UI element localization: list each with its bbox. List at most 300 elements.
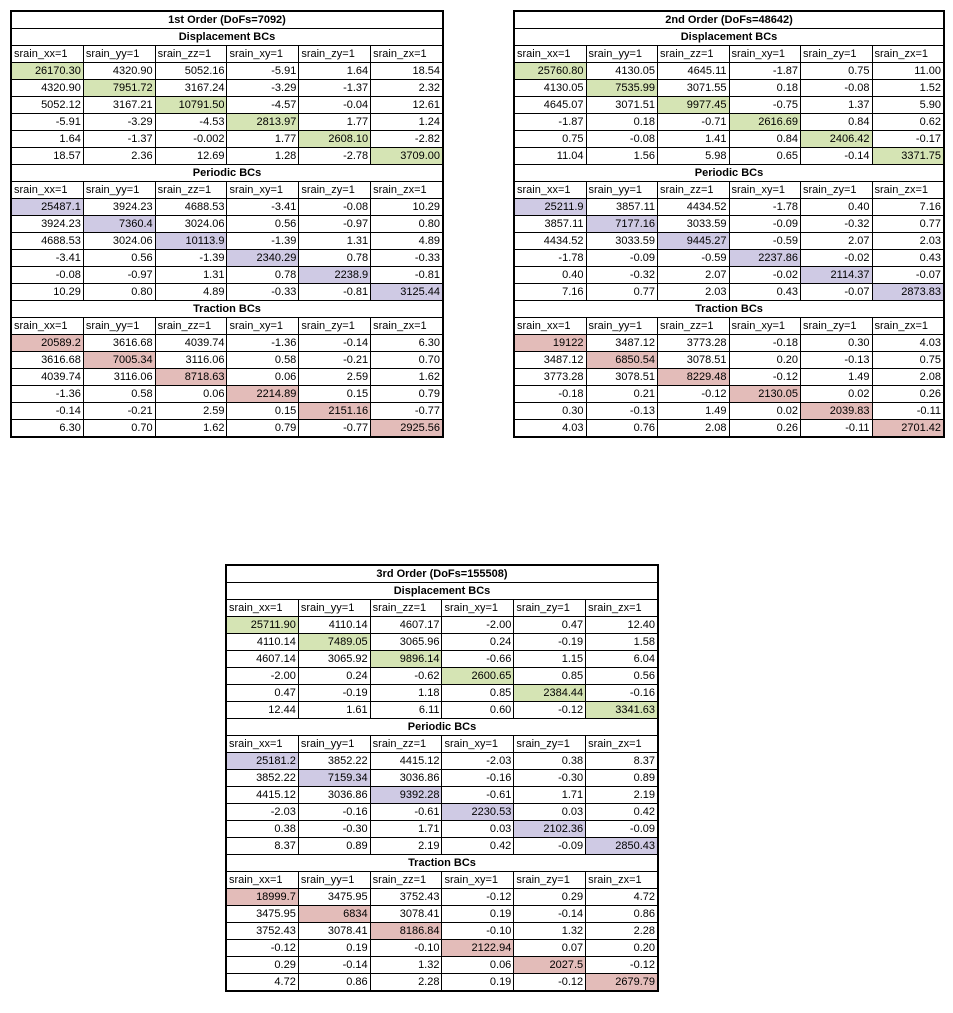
table-cell: 0.18 bbox=[729, 80, 801, 97]
table-cell: -0.07 bbox=[801, 284, 873, 301]
table-cell: -1.39 bbox=[155, 250, 227, 267]
table-cell: 4.89 bbox=[155, 284, 227, 301]
column-header: srain_zz=1 bbox=[658, 182, 730, 199]
table-cell: 0.86 bbox=[298, 974, 370, 991]
table-cell: -0.16 bbox=[586, 685, 658, 702]
panel-1st-order bbox=[10, 10, 444, 438]
table-cell: -0.10 bbox=[442, 923, 514, 940]
table-cell: -0.30 bbox=[298, 821, 370, 838]
column-header: srain_yy=1 bbox=[586, 46, 658, 63]
table-cell: 4320.90 bbox=[12, 80, 84, 97]
diagonal-cell: 8186.84 bbox=[370, 923, 442, 940]
table-cell: 4130.05 bbox=[515, 80, 587, 97]
table-cell: -2.03 bbox=[227, 804, 299, 821]
table-row bbox=[515, 369, 944, 386]
table-cell: 0.84 bbox=[801, 114, 873, 131]
table-cell: 3487.12 bbox=[515, 352, 587, 369]
table-cell: -3.41 bbox=[227, 199, 299, 216]
table-cell: 0.40 bbox=[515, 267, 587, 284]
table-row bbox=[515, 284, 944, 301]
column-header: srain_zx=1 bbox=[872, 182, 944, 199]
table-cell: 0.79 bbox=[371, 386, 443, 403]
table-cell: 4434.52 bbox=[658, 199, 730, 216]
diagonal-cell: 25211.9 bbox=[515, 199, 587, 216]
table-cell: 0.70 bbox=[83, 420, 155, 437]
table-row bbox=[227, 821, 658, 838]
table-cell: 3924.23 bbox=[12, 216, 84, 233]
table-cell: 0.15 bbox=[227, 403, 299, 420]
table-cell: 6.11 bbox=[370, 702, 442, 719]
table-row bbox=[12, 250, 443, 267]
table-cell: 2.03 bbox=[658, 284, 730, 301]
section-title: Displacement BCs bbox=[12, 29, 443, 46]
table-row bbox=[227, 804, 658, 821]
table-cell: 0.06 bbox=[442, 957, 514, 974]
table-cell: -0.30 bbox=[514, 770, 586, 787]
table-cell: -0.002 bbox=[155, 131, 227, 148]
table-row bbox=[12, 369, 443, 386]
table-cell: 3773.28 bbox=[515, 369, 587, 386]
table-cell: 4607.14 bbox=[227, 651, 299, 668]
table-cell: 4110.14 bbox=[227, 634, 299, 651]
table-row bbox=[12, 335, 443, 352]
table-row bbox=[515, 199, 944, 216]
table-cell: 4.72 bbox=[227, 974, 299, 991]
diagonal-cell: 2406.42 bbox=[801, 131, 873, 148]
table-row bbox=[515, 420, 944, 437]
table-cell: 0.24 bbox=[442, 634, 514, 651]
column-header: srain_zx=1 bbox=[371, 318, 443, 335]
diagonal-cell: 18999.7 bbox=[227, 889, 299, 906]
diagonal-cell: 7005.34 bbox=[83, 352, 155, 369]
table-cell: -1.87 bbox=[515, 114, 587, 131]
table-row bbox=[515, 386, 944, 403]
table-cell: -0.08 bbox=[586, 131, 658, 148]
section-title: Periodic BCs bbox=[515, 165, 944, 182]
diagonal-cell: 2616.69 bbox=[729, 114, 801, 131]
table-row bbox=[12, 97, 443, 114]
diagonal-cell: 2813.97 bbox=[227, 114, 299, 131]
table-row bbox=[515, 403, 944, 420]
column-header: srain_zz=1 bbox=[370, 736, 442, 753]
table-cell: 0.43 bbox=[872, 250, 944, 267]
table-cell: -0.13 bbox=[801, 352, 873, 369]
table-row bbox=[12, 267, 443, 284]
column-header: srain_xx=1 bbox=[12, 46, 84, 63]
diagonal-cell: 8718.63 bbox=[155, 369, 227, 386]
table-cell: 1.31 bbox=[155, 267, 227, 284]
diagonal-cell: 6850.54 bbox=[586, 352, 658, 369]
column-header: srain_zy=1 bbox=[514, 736, 586, 753]
table-cell: -0.81 bbox=[371, 267, 443, 284]
table-cell: -0.18 bbox=[729, 335, 801, 352]
diagonal-cell: 9445.27 bbox=[658, 233, 730, 250]
table-cell: 0.79 bbox=[227, 420, 299, 437]
table-row bbox=[12, 386, 443, 403]
table-row bbox=[227, 634, 658, 651]
column-header: srain_zy=1 bbox=[299, 318, 371, 335]
table-cell: 1.18 bbox=[370, 685, 442, 702]
table-cell: 4039.74 bbox=[155, 335, 227, 352]
column-header: srain_yy=1 bbox=[83, 182, 155, 199]
table-cell: -0.04 bbox=[299, 97, 371, 114]
table-cell: 4415.12 bbox=[227, 787, 299, 804]
table-cell: -2.00 bbox=[442, 617, 514, 634]
table-cell: 0.78 bbox=[227, 267, 299, 284]
diagonal-cell: 20589.2 bbox=[12, 335, 84, 352]
table-cell: -0.10 bbox=[370, 940, 442, 957]
diagonal-cell: 7177.16 bbox=[586, 216, 658, 233]
section-title: Traction BCs bbox=[12, 301, 443, 318]
diagonal-cell: 7489.05 bbox=[298, 634, 370, 651]
table-cell: 4434.52 bbox=[515, 233, 587, 250]
diagonal-cell: 2027.5 bbox=[514, 957, 586, 974]
table-row bbox=[12, 420, 443, 437]
table-cell: 2.59 bbox=[155, 403, 227, 420]
table-cell: 1.28 bbox=[227, 148, 299, 165]
table-cell: -2.78 bbox=[299, 148, 371, 165]
column-header: srain_yy=1 bbox=[298, 872, 370, 889]
table-cell: 1.62 bbox=[371, 369, 443, 386]
table-cell: 3852.22 bbox=[298, 753, 370, 770]
table-cell: -0.12 bbox=[514, 974, 586, 991]
table-cell: -0.97 bbox=[299, 216, 371, 233]
table-cell: 0.85 bbox=[442, 685, 514, 702]
table-cell: 0.56 bbox=[83, 250, 155, 267]
table-cell: -0.19 bbox=[514, 634, 586, 651]
table-cell: 3852.22 bbox=[227, 770, 299, 787]
table-cell: 0.38 bbox=[514, 753, 586, 770]
table-cell: 0.42 bbox=[442, 838, 514, 855]
table-cell: 1.31 bbox=[299, 233, 371, 250]
table-cell: 1.56 bbox=[586, 148, 658, 165]
table-row bbox=[12, 216, 443, 233]
column-header: srain_zx=1 bbox=[586, 736, 658, 753]
table-cell: 7.16 bbox=[515, 284, 587, 301]
column-header: srain_xx=1 bbox=[515, 182, 587, 199]
table-cell: 2.59 bbox=[299, 369, 371, 386]
table-cell: 12.44 bbox=[227, 702, 299, 719]
header-row bbox=[227, 736, 658, 753]
table-cell: 0.21 bbox=[586, 386, 658, 403]
table-cell: 4415.12 bbox=[370, 753, 442, 770]
table-cell: 1.52 bbox=[872, 80, 944, 97]
table-cell: 4688.53 bbox=[12, 233, 84, 250]
table-cell: 3078.41 bbox=[298, 923, 370, 940]
table-cell: 3487.12 bbox=[586, 335, 658, 352]
table-cell: -1.37 bbox=[299, 80, 371, 97]
table-cell: 0.03 bbox=[514, 804, 586, 821]
table-row bbox=[515, 352, 944, 369]
table-cell: -0.14 bbox=[298, 957, 370, 974]
table-cell: 3924.23 bbox=[83, 199, 155, 216]
table-cell: 0.29 bbox=[227, 957, 299, 974]
diagonal-cell: 2701.42 bbox=[872, 420, 944, 437]
table-cell: 4.72 bbox=[586, 889, 658, 906]
header-row bbox=[227, 872, 658, 889]
table-cell: 4688.53 bbox=[155, 199, 227, 216]
panel-2nd-order bbox=[513, 10, 945, 438]
table-cell: 0.06 bbox=[227, 369, 299, 386]
section-title: Traction BCs bbox=[515, 301, 944, 318]
diagonal-cell: 3709.00 bbox=[371, 148, 443, 165]
table-cell: -0.09 bbox=[586, 250, 658, 267]
table-cell: -0.59 bbox=[729, 233, 801, 250]
table-row bbox=[227, 957, 658, 974]
table-cell: -1.37 bbox=[83, 131, 155, 148]
header-row bbox=[227, 600, 658, 617]
table-cell: 3036.86 bbox=[298, 787, 370, 804]
column-header: srain_zy=1 bbox=[514, 872, 586, 889]
table-row bbox=[227, 651, 658, 668]
column-header: srain_xx=1 bbox=[227, 736, 299, 753]
panel-3rd-order bbox=[225, 564, 659, 992]
table-cell: 0.75 bbox=[801, 63, 873, 80]
table-row bbox=[12, 199, 443, 216]
diagonal-cell: 9977.45 bbox=[658, 97, 730, 114]
table-cell: 12.69 bbox=[155, 148, 227, 165]
table-cell: 2.08 bbox=[872, 369, 944, 386]
table-cell: 3078.51 bbox=[586, 369, 658, 386]
table-cell: 0.77 bbox=[586, 284, 658, 301]
table-cell: 0.85 bbox=[514, 668, 586, 685]
column-header: srain_zy=1 bbox=[299, 182, 371, 199]
table-cell: 0.26 bbox=[872, 386, 944, 403]
table-cell: 1.61 bbox=[298, 702, 370, 719]
diagonal-cell: 2214.89 bbox=[227, 386, 299, 403]
table-cell: -0.21 bbox=[83, 403, 155, 420]
table-cell: 0.24 bbox=[298, 668, 370, 685]
column-header: srain_zz=1 bbox=[658, 318, 730, 335]
diagonal-cell: 2238.9 bbox=[299, 267, 371, 284]
table-cell: 3036.86 bbox=[370, 770, 442, 787]
column-header: srain_zz=1 bbox=[155, 182, 227, 199]
table-cell: 5.90 bbox=[872, 97, 944, 114]
table-cell: -0.77 bbox=[299, 420, 371, 437]
table-cell: -0.11 bbox=[872, 403, 944, 420]
column-header: srain_xy=1 bbox=[442, 736, 514, 753]
table-cell: 5.98 bbox=[658, 148, 730, 165]
diagonal-cell: 2102.36 bbox=[514, 821, 586, 838]
table-cell: 2.07 bbox=[658, 267, 730, 284]
column-header: srain_xy=1 bbox=[227, 46, 299, 63]
diagonal-cell: 2608.10 bbox=[299, 131, 371, 148]
column-header: srain_yy=1 bbox=[83, 46, 155, 63]
table-cell: 2.28 bbox=[370, 974, 442, 991]
table-cell: -0.09 bbox=[586, 821, 658, 838]
column-header: srain_xy=1 bbox=[227, 182, 299, 199]
table-cell: 3078.51 bbox=[658, 352, 730, 369]
diagonal-cell: 25181.2 bbox=[227, 753, 299, 770]
table-cell: -0.16 bbox=[442, 770, 514, 787]
header-row bbox=[515, 318, 944, 335]
column-header: srain_zx=1 bbox=[586, 872, 658, 889]
table-cell: 1.64 bbox=[299, 63, 371, 80]
table-row bbox=[515, 97, 944, 114]
table-cell: 4645.07 bbox=[515, 97, 587, 114]
column-header: srain_zx=1 bbox=[371, 46, 443, 63]
table-cell: 3116.06 bbox=[83, 369, 155, 386]
table-cell: 5052.12 bbox=[12, 97, 84, 114]
column-header: srain_xx=1 bbox=[227, 600, 299, 617]
table-cell: 0.26 bbox=[729, 420, 801, 437]
table-cell: -0.08 bbox=[299, 199, 371, 216]
table-cell: -0.66 bbox=[442, 651, 514, 668]
table-cell: 10.29 bbox=[12, 284, 84, 301]
table-cell: 0.06 bbox=[155, 386, 227, 403]
diagonal-cell: 19122 bbox=[515, 335, 587, 352]
table-row bbox=[515, 114, 944, 131]
table-cell: 3033.59 bbox=[586, 233, 658, 250]
stiffness-table bbox=[11, 11, 443, 437]
table-cell: 6.04 bbox=[586, 651, 658, 668]
column-header: srain_zy=1 bbox=[299, 46, 371, 63]
column-header: srain_zx=1 bbox=[872, 46, 944, 63]
diagonal-cell: 2850.43 bbox=[586, 838, 658, 855]
table-cell: 1.37 bbox=[801, 97, 873, 114]
table-cell: -1.36 bbox=[227, 335, 299, 352]
table-cell: -1.39 bbox=[227, 233, 299, 250]
table-cell: -1.78 bbox=[729, 199, 801, 216]
section-title: Periodic BCs bbox=[12, 165, 443, 182]
table-cell: -0.75 bbox=[729, 97, 801, 114]
column-header: srain_xx=1 bbox=[227, 872, 299, 889]
column-header: srain_zx=1 bbox=[586, 600, 658, 617]
table-cell: -0.09 bbox=[729, 216, 801, 233]
column-header: srain_xx=1 bbox=[12, 182, 84, 199]
table-cell: 0.02 bbox=[801, 386, 873, 403]
table-cell: 1.32 bbox=[370, 957, 442, 974]
table-cell: -0.12 bbox=[442, 889, 514, 906]
table-cell: 0.15 bbox=[299, 386, 371, 403]
column-header: srain_yy=1 bbox=[586, 318, 658, 335]
table-cell: 2.03 bbox=[872, 233, 944, 250]
table-cell: 0.19 bbox=[298, 940, 370, 957]
table-row bbox=[12, 148, 443, 165]
table-cell: 1.41 bbox=[658, 131, 730, 148]
table-cell: 3773.28 bbox=[658, 335, 730, 352]
table-cell: 0.78 bbox=[299, 250, 371, 267]
diagonal-cell: 2114.37 bbox=[801, 267, 873, 284]
table-cell: 0.47 bbox=[227, 685, 299, 702]
table-cell: 0.65 bbox=[729, 148, 801, 165]
column-header: srain_yy=1 bbox=[298, 600, 370, 617]
diagonal-cell: 2873.83 bbox=[872, 284, 944, 301]
table-row bbox=[227, 940, 658, 957]
table-cell: 8.37 bbox=[227, 838, 299, 855]
diagonal-cell: 3371.75 bbox=[872, 148, 944, 165]
table-row bbox=[227, 668, 658, 685]
table-cell: 3024.06 bbox=[83, 233, 155, 250]
table-cell: 0.62 bbox=[872, 114, 944, 131]
diagonal-cell: 2039.83 bbox=[801, 403, 873, 420]
table-cell: -2.00 bbox=[227, 668, 299, 685]
table-row bbox=[227, 787, 658, 804]
table-cell: -0.77 bbox=[371, 403, 443, 420]
table-cell: 3475.95 bbox=[298, 889, 370, 906]
diagonal-cell: 2151.16 bbox=[299, 403, 371, 420]
table-row bbox=[515, 131, 944, 148]
diagonal-cell: 2130.05 bbox=[729, 386, 801, 403]
table-cell: 4.89 bbox=[371, 233, 443, 250]
table-cell: -0.14 bbox=[12, 403, 84, 420]
table-row bbox=[227, 889, 658, 906]
table-cell: 1.64 bbox=[12, 131, 84, 148]
column-header: srain_xy=1 bbox=[729, 182, 801, 199]
table-cell: 3167.21 bbox=[83, 97, 155, 114]
table-cell: 1.77 bbox=[227, 131, 299, 148]
table-cell: 0.42 bbox=[586, 804, 658, 821]
diagonal-cell: 2679.79 bbox=[586, 974, 658, 991]
table-cell: 0.86 bbox=[586, 906, 658, 923]
table-cell: 3024.06 bbox=[155, 216, 227, 233]
table-cell: -0.17 bbox=[872, 131, 944, 148]
table-row bbox=[515, 267, 944, 284]
table-cell: 3475.95 bbox=[227, 906, 299, 923]
table-cell: -0.14 bbox=[514, 906, 586, 923]
table-cell: 3033.59 bbox=[658, 216, 730, 233]
table-cell: 0.07 bbox=[514, 940, 586, 957]
table-cell: 0.80 bbox=[371, 216, 443, 233]
table-cell: -0.61 bbox=[370, 804, 442, 821]
table-row bbox=[227, 906, 658, 923]
table-cell: 7.16 bbox=[872, 199, 944, 216]
header-row bbox=[515, 46, 944, 63]
table-cell: -5.91 bbox=[227, 63, 299, 80]
table-cell: -5.91 bbox=[12, 114, 84, 131]
table-cell: -0.13 bbox=[586, 403, 658, 420]
column-header: srain_xy=1 bbox=[442, 872, 514, 889]
table-cell: -3.29 bbox=[83, 114, 155, 131]
table-cell: 2.19 bbox=[586, 787, 658, 804]
column-header: srain_xx=1 bbox=[515, 46, 587, 63]
table-cell: -0.02 bbox=[801, 250, 873, 267]
table-cell: -0.33 bbox=[371, 250, 443, 267]
table-cell: -0.14 bbox=[801, 148, 873, 165]
column-header: srain_yy=1 bbox=[83, 318, 155, 335]
table-cell: -0.09 bbox=[514, 838, 586, 855]
table-row bbox=[12, 80, 443, 97]
table-cell: -0.97 bbox=[83, 267, 155, 284]
table-cell: -1.78 bbox=[515, 250, 587, 267]
table-cell: 0.03 bbox=[442, 821, 514, 838]
diagonal-cell: 2340.29 bbox=[227, 250, 299, 267]
column-header: srain_xx=1 bbox=[12, 318, 84, 335]
diagonal-cell: 7535.99 bbox=[586, 80, 658, 97]
table-cell: 0.75 bbox=[872, 352, 944, 369]
panel-title: 3rd Order (DoFs=155508) bbox=[227, 566, 658, 583]
table-row bbox=[227, 974, 658, 991]
table-cell: 0.89 bbox=[586, 770, 658, 787]
diagonal-cell: 25760.80 bbox=[515, 63, 587, 80]
column-header: srain_zz=1 bbox=[155, 46, 227, 63]
table-cell: 11.00 bbox=[872, 63, 944, 80]
table-cell: 0.38 bbox=[227, 821, 299, 838]
diagonal-cell: 8229.48 bbox=[658, 369, 730, 386]
table-cell: -4.53 bbox=[155, 114, 227, 131]
table-cell: 0.20 bbox=[586, 940, 658, 957]
section-title: Displacement BCs bbox=[515, 29, 944, 46]
diagonal-cell: 25711.90 bbox=[227, 617, 299, 634]
diagonal-cell: 7951.72 bbox=[83, 80, 155, 97]
table-cell: 0.58 bbox=[227, 352, 299, 369]
table-cell: -1.36 bbox=[12, 386, 84, 403]
table-cell: 3116.06 bbox=[155, 352, 227, 369]
table-cell: 0.29 bbox=[514, 889, 586, 906]
diagonal-cell: 2600.65 bbox=[442, 668, 514, 685]
table-cell: 3857.11 bbox=[515, 216, 587, 233]
diagonal-cell: 7159.34 bbox=[298, 770, 370, 787]
